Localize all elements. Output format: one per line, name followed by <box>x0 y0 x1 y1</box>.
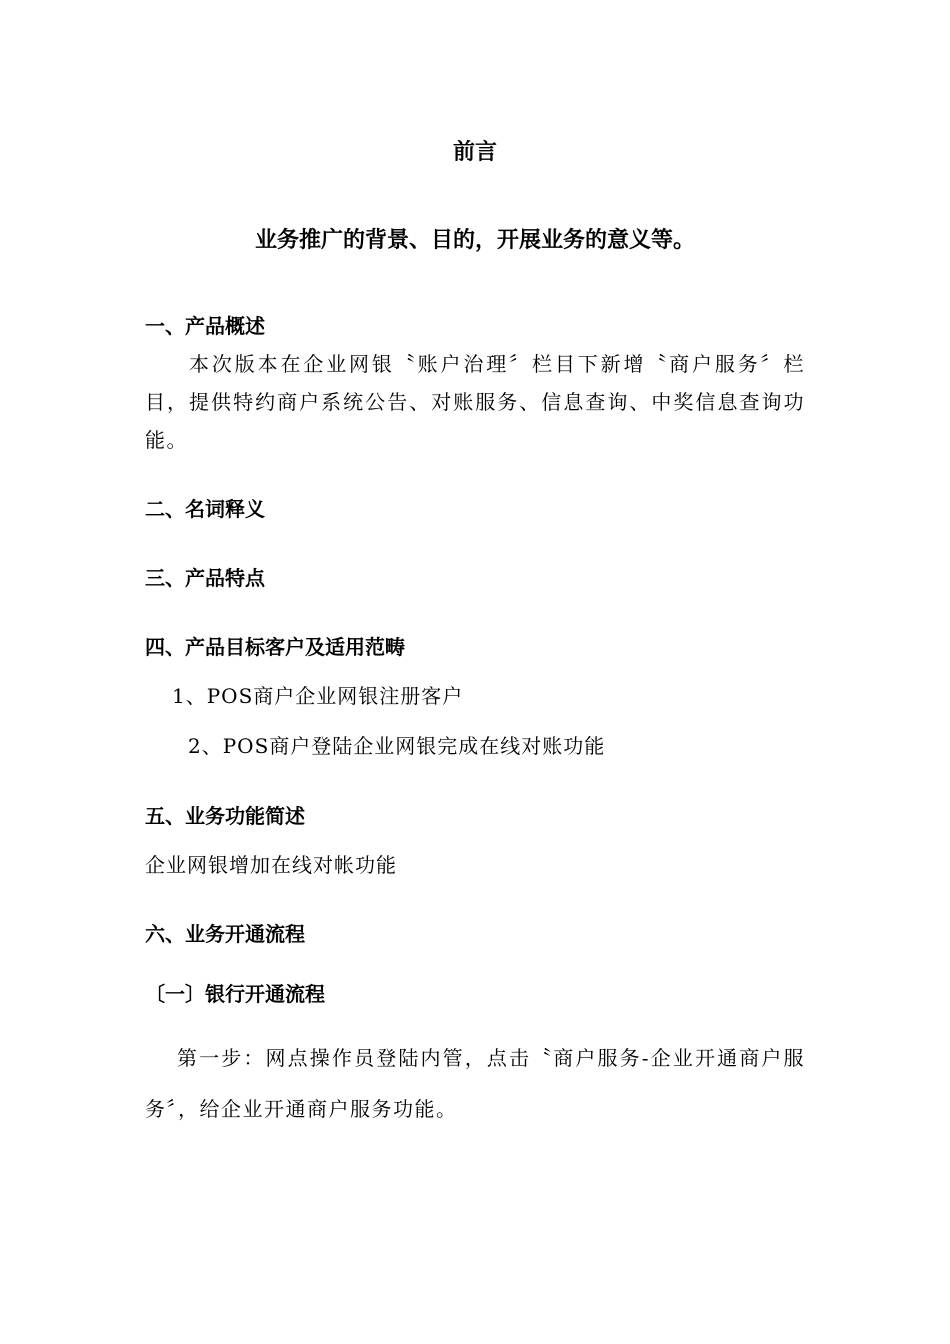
section-heading-features: 三、产品特点 <box>145 566 265 590</box>
section-heading-glossary: 二、名词释义 <box>145 497 265 521</box>
section-heading-overview: 一、产品概述 <box>145 314 265 338</box>
target-customer-item: 2、POS商户登陆企业网银完成在线对账功能 <box>188 734 606 758</box>
overview-paragraph: 本次版本在企业网银〝账户治理〞栏目下新增〝商户服务〞栏目，提供特约商户系统公告、对账服务、信息查询、中奖信息查询功能。 <box>145 352 805 452</box>
function-summary-text: 企业网银增加在线对帐功能 <box>145 853 397 877</box>
page-subtitle: 业务推广的背景、目的，开展业务的意义等。 <box>254 227 695 253</box>
section-heading-function-summary: 五、业务功能简述 <box>145 804 305 828</box>
page-title: 前言 <box>452 139 497 165</box>
sub-heading-bank-activation: 〔一〕银行开通流程 <box>145 982 325 1006</box>
section-heading-activation-process: 六、业务开通流程 <box>145 922 305 946</box>
target-customer-item: 1、POS商户企业网银注册客户 <box>172 684 464 708</box>
step-one-paragraph: 第一步：网点操作员登陆内管，点击〝商户服务-企业开通商户服务〞，给企业开通商户服务功能。 <box>145 1046 805 1121</box>
section-heading-target-customers: 四、产品目标客户及适用范畴 <box>145 635 405 659</box>
